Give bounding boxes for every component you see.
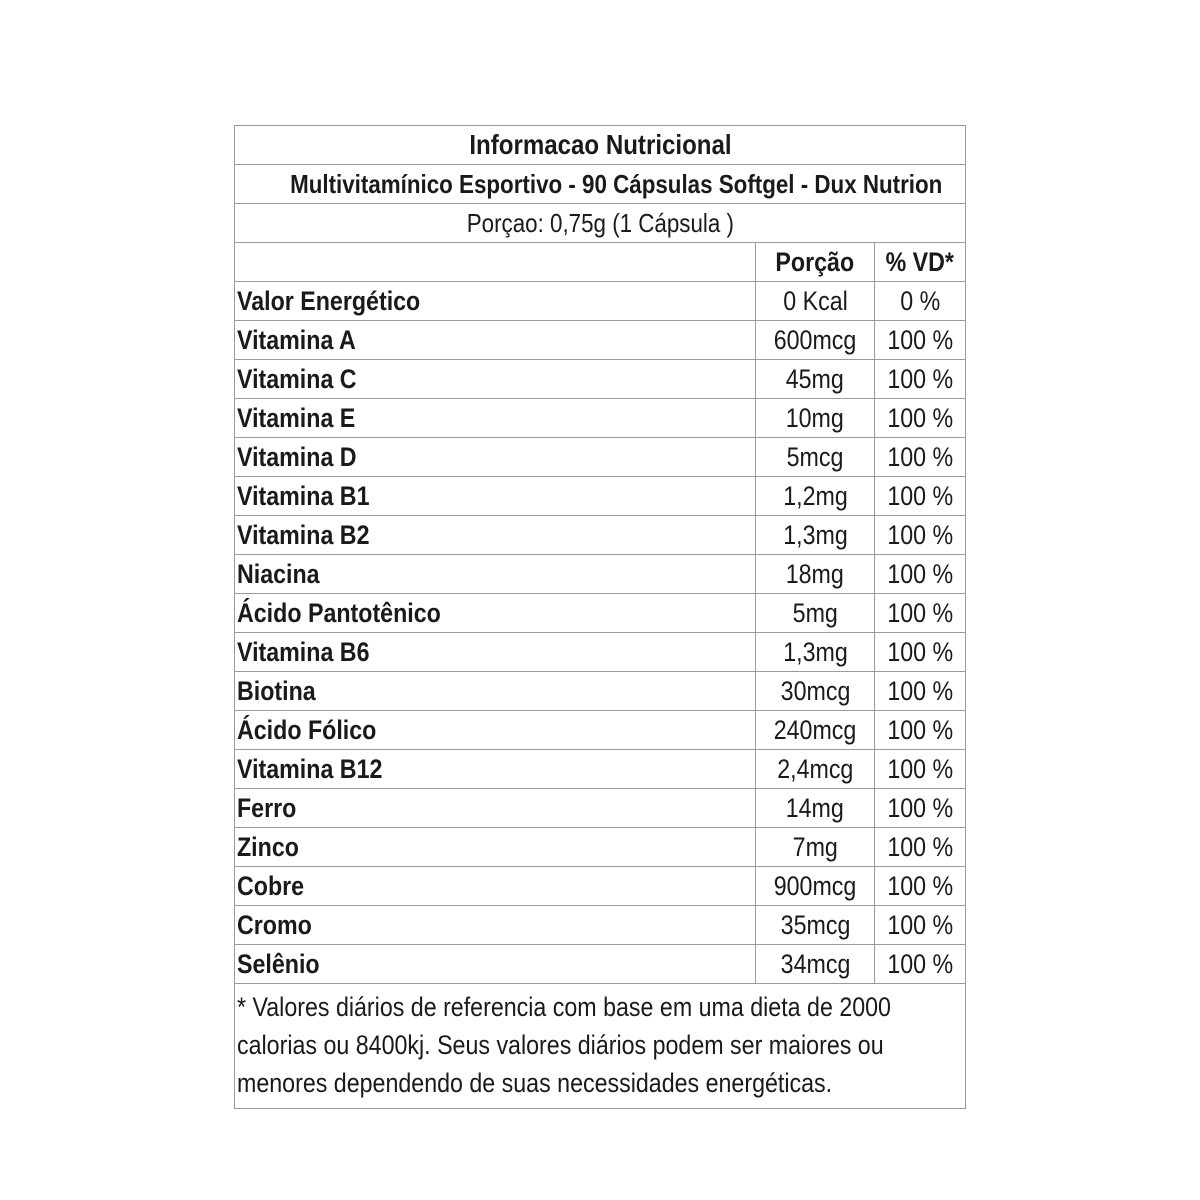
nutrient-name: Niacina — [235, 555, 756, 594]
nutrient-portion: 240mcg — [755, 711, 874, 750]
nutrient-portion: 1,2mg — [755, 477, 874, 516]
nutrient-portion: 1,3mg — [755, 516, 874, 555]
nutrient-vd: 100 % — [875, 321, 966, 360]
nutrient-name: Vitamina C — [235, 360, 756, 399]
nutrient-row — [235, 633, 966, 672]
nutrient-row — [235, 360, 966, 399]
product-row — [235, 165, 966, 204]
nutrient-vd: 100 % — [875, 750, 966, 789]
nutrient-portion: 45mg — [755, 360, 874, 399]
title-row — [235, 126, 966, 165]
nutrient-name: Vitamina B2 — [235, 516, 756, 555]
nutrient-vd: 100 % — [875, 867, 966, 906]
nutrient-vd: 100 % — [875, 477, 966, 516]
nutrient-row — [235, 516, 966, 555]
nutrient-portion: 30mcg — [755, 672, 874, 711]
header-vd: % VD* — [875, 243, 966, 282]
nutrient-vd: 100 % — [875, 438, 966, 477]
nutrient-row — [235, 906, 966, 945]
nutrient-vd: 100 % — [875, 828, 966, 867]
nutrient-vd: 100 % — [875, 399, 966, 438]
nutrient-row — [235, 945, 966, 984]
nutrient-portion: 35mcg — [755, 906, 874, 945]
nutrient-portion: 5mg — [755, 594, 874, 633]
nutrient-vd: 100 % — [875, 711, 966, 750]
nutrient-name: Zinco — [235, 828, 756, 867]
nutrient-name: Vitamina B6 — [235, 633, 756, 672]
nutrient-portion: 14mg — [755, 789, 874, 828]
nutrient-vd: 100 % — [875, 906, 966, 945]
nutrient-row — [235, 438, 966, 477]
nutrient-row — [235, 867, 966, 906]
nutrient-name: Selênio — [235, 945, 756, 984]
nutrient-portion: 34mcg — [755, 945, 874, 984]
nutrient-row — [235, 555, 966, 594]
serving-row — [235, 204, 966, 243]
nutrient-name: Valor Energético — [235, 282, 756, 321]
nutrient-row — [235, 828, 966, 867]
nutrient-portion: 2,4mcg — [755, 750, 874, 789]
nutrient-row — [235, 477, 966, 516]
serving-size: Porçao: 0,75g (1 Cápsula ) — [235, 204, 966, 243]
nutrient-row — [235, 750, 966, 789]
nutrient-name: Vitamina A — [235, 321, 756, 360]
nutrient-row — [235, 321, 966, 360]
nutrient-name: Ferro — [235, 789, 756, 828]
nutrient-vd: 100 % — [875, 594, 966, 633]
nutrient-name: Vitamina E — [235, 399, 756, 438]
footnote: * Valores diários de referencia com base em uma dieta de 2000 calorias ou 8400kj. Seus valores diários podem ser maiores ou menores dependendo de suas necessidades energéticas. — [235, 984, 966, 1109]
nutrient-portion: 0 Kcal — [755, 282, 874, 321]
nutrient-row — [235, 282, 966, 321]
nutrient-portion: 900mcg — [755, 867, 874, 906]
nutrient-vd: 100 % — [875, 555, 966, 594]
nutrient-portion: 600mcg — [755, 321, 874, 360]
nutrient-portion: 18mg — [755, 555, 874, 594]
nutrient-row — [235, 789, 966, 828]
nutrient-portion: 7mg — [755, 828, 874, 867]
nutrient-row — [235, 672, 966, 711]
nutrient-name: Cromo — [235, 906, 756, 945]
nutrient-vd: 100 % — [875, 945, 966, 984]
nutrient-name: Ácido Fólico — [235, 711, 756, 750]
nutrient-name: Cobre — [235, 867, 756, 906]
header-empty-cell — [235, 243, 756, 282]
header-portion: Porção — [755, 243, 874, 282]
nutrient-portion: 1,3mg — [755, 633, 874, 672]
nutrient-row — [235, 594, 966, 633]
nutrient-name: Vitamina D — [235, 438, 756, 477]
nutrient-name: Biotina — [235, 672, 756, 711]
nutrient-portion: 5mcg — [755, 438, 874, 477]
nutrient-vd: 0 % — [875, 282, 966, 321]
nutrient-vd: 100 % — [875, 360, 966, 399]
nutrient-row — [235, 399, 966, 438]
nutrient-vd: 100 % — [875, 789, 966, 828]
nutrition-facts-table — [234, 125, 966, 1109]
nutrient-portion: 10mg — [755, 399, 874, 438]
column-header-row — [235, 243, 966, 282]
nutrient-name: Vitamina B1 — [235, 477, 756, 516]
nutrient-row — [235, 711, 966, 750]
nutrient-name: Ácido Pantotênico — [235, 594, 756, 633]
nutrient-vd: 100 % — [875, 516, 966, 555]
nutrient-vd: 100 % — [875, 633, 966, 672]
nutrient-vd: 100 % — [875, 672, 966, 711]
footnote-row — [235, 984, 966, 1109]
nutrient-name: Vitamina B12 — [235, 750, 756, 789]
table-title: Informacao Nutricional — [235, 126, 966, 165]
product-name: Multivitamínico Esportivo - 90 Cápsulas Softgel - Dux Nutrion — [235, 165, 966, 204]
